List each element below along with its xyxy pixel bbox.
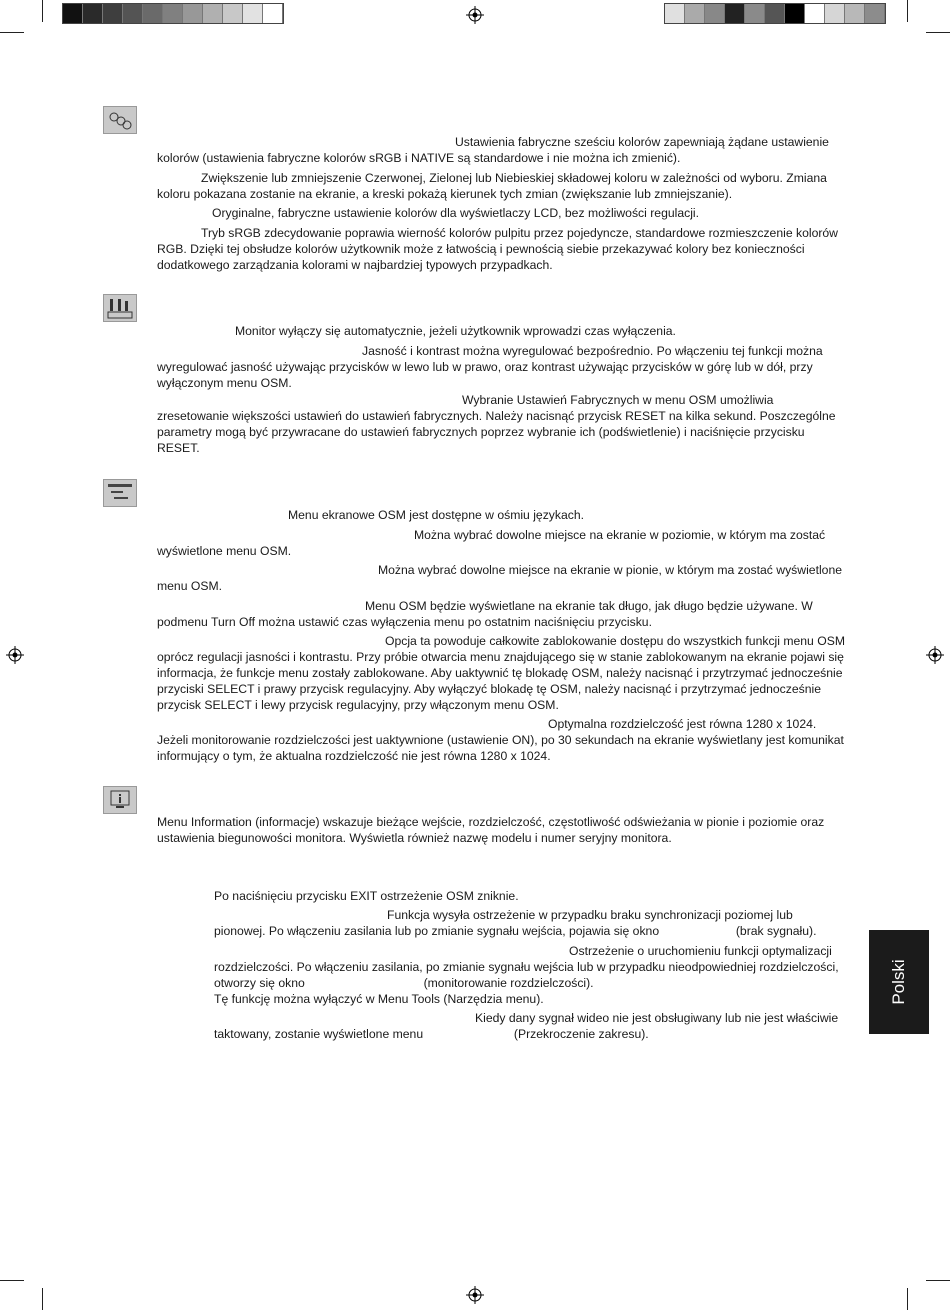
information-icon xyxy=(103,786,137,814)
color-srgb-text: Tryb sRGB zdecydowanie poprawia wierność kolorów pulpitu przez pojedyncze, standardowe rozmieszczenie kolorów RGB. Dzięki tej obsłudze kolorów użytkownik może z łatwością i pewnością siebie przekazywać kolory bez konieczności dodatkowego zarządzania kolorami w najbardziej typowych przypadkach. xyxy=(157,226,838,272)
color-controls-icon xyxy=(103,106,137,134)
color-swatch xyxy=(143,4,163,23)
registration-mark-icon xyxy=(6,646,24,664)
color-swatch xyxy=(63,4,83,23)
menu-language-text: Menu ekranowe OSM jest dostępne w ośmiu językach. xyxy=(288,508,585,522)
information-text: Menu Information (informacje) wskazuje bieżące wejście, rozdzielczość, częstotliwość odświeżania w pionie i poziomie oraz ustawienia biegunowości monitora. Wyświetla również nazwę modelu i numer seryjny monitora. xyxy=(157,815,825,845)
color-swatch xyxy=(123,4,143,23)
color-native-text: Oryginalne, fabryczne ustawienie kolorów dla wyświetlaczy LCD, bez możliwości regulacji. xyxy=(212,206,700,220)
color-swatch xyxy=(825,4,845,23)
crop-mark xyxy=(907,0,908,22)
color-swatch xyxy=(765,4,785,23)
color-calibration-bar-right xyxy=(664,3,886,24)
menu-lock-out-text: Opcja ta powoduje całkowite zablokowanie dostępu do wszystkich funkcji menu OSM oprócz regulacji jasności i kontrastu. Przy próbie otwarcia menu znajdującego się w stanie zablokowanym na ekranie pojawi się informacja, że funkcje menu zostały zablokowane. Aby uaktywnić tę blokadę OSM, należy nacisnąć i przytrzymać jednocześnie przyciski SELECT i prawy przycisk regulacyjny. Aby wyłączyć blokadę tę OSM, należy nacisnąć i przytrzymać jednocześnie przycisk SELECT i lewy przycisk regulacyjny, przy włączonym menu OSM. xyxy=(157,634,845,712)
warning-no-signal-desc: Funkcja wysyła ostrzeżenie w przypadku braku synchronizacji poziomej lub pionowej. Po włączeniu zasilania lub po zmianie sygnału wejścia, pojawia się okno xyxy=(214,908,793,938)
color-swatch xyxy=(103,4,123,23)
warning-resolution-note: Tę funkcję można wyłączyć w Menu Tools (Narzędzia menu). xyxy=(214,992,544,1006)
color-swatch xyxy=(183,4,203,23)
crop-mark xyxy=(42,1288,43,1310)
color-swatch xyxy=(745,4,765,23)
crop-mark xyxy=(42,0,43,22)
warning-resolution-desc: Ostrzeżenie o uruchomieniu funkcji optymalizacji rozdzielczości. Po włączeniu zasilania, po zmianie sygnału wejścia lub w przypadku nieodpowiedniej rozdzielczości, otworzy się okno xyxy=(214,944,839,990)
crop-mark xyxy=(907,1288,908,1310)
tools-icon xyxy=(103,294,137,322)
language-tab xyxy=(869,930,929,1034)
tools-off-timer-text: Monitor wyłączy się automatycznie, jeżeli użytkownik wprowadzi czas wyłączenia. xyxy=(235,324,676,338)
registration-mark-icon xyxy=(466,1286,484,1304)
tools-factory-preset-text: Wybranie Ustawień Fabrycznych w menu OSM umożliwia zresetowanie większości ustawień do ustawień fabrycznych. Należy nacisnąć przycisk RESET na kilka sekund. Poszczególne parametry mogą być przywracane do ustawień fabrycznych poprzez wybranie ich (podświetlenie) i naciśnięcie przycisku RESET. xyxy=(157,393,836,455)
registration-mark-icon xyxy=(926,646,944,664)
warning-out-of-range-text xyxy=(214,1010,846,1042)
warning-out-of-range-desc: Kiedy dany sygnał wideo nie jest obsługiwany lub nie jest właściwie taktowany, zostanie wyświetlone menu xyxy=(214,1011,839,1041)
menu-resolution-notifier-text: Optymalna rozdzielczość jest równa 1280 x 1024. Jeżeli monitorowanie rozdzielczości jest uaktywnione (ustawienie ON), po 30 sekundach na ekranie wyświetlany jest komunikat informujący o tym, że aktualna rozdzielczość nie jest równa 1280 x 1024. xyxy=(157,717,844,763)
crop-mark xyxy=(926,1280,950,1281)
menu-h-position-text: Można wybrać dowolne miejsce na ekranie w poziomie, w którym ma zostać wyświetlone menu OSM. xyxy=(157,528,826,558)
color-swatch xyxy=(785,4,805,23)
color-swatch xyxy=(865,4,885,23)
language-tab-label: Polski xyxy=(889,959,908,1005)
color-swatch xyxy=(845,4,865,23)
color-swatch xyxy=(725,4,745,23)
color-preset-text: Ustawienia fabryczne sześciu kolorów zapewniają żądane ustawienie kolorów (ustawienia fabryczne kolorów sRGB i NATIVE są standardowe i nie można ich zmienić). xyxy=(157,135,829,165)
color-swatch xyxy=(223,4,243,23)
warning-resolution-notifier-text xyxy=(214,943,846,1007)
warning-no-signal-text xyxy=(214,907,846,939)
color-swatch xyxy=(243,4,263,23)
color-adjust-text: Zwiększenie lub zmniejszenie Czerwonej, Zielonej lub Niebieskiej składowej koloru w zależności od wyboru. Zmiana koloru pokazana zostanie na ekranie, a kreski pokażą kierunek tych zmian (zwiększanie lub zmniejszanie). xyxy=(157,171,827,201)
crop-mark xyxy=(926,32,950,33)
color-swatch xyxy=(665,4,685,23)
menu-v-position-text: Można wybrać dowolne miejsce na ekranie w pionie, w którym ma zostać wyświetlone menu OSM. xyxy=(157,563,842,593)
warning-resolution-suffix: (monitorowanie rozdzielczości). xyxy=(423,976,594,990)
warning-exit-text: Po naciśnięciu przycisku EXIT ostrzeżenie OSM zniknie. xyxy=(214,889,519,903)
crop-mark xyxy=(0,32,24,33)
menu-turn-off-text: Menu OSM będzie wyświetlane na ekranie tak długo, jak długo będzie używane. W podmenu Turn Off można ustawić czas wyłączenia menu po ostatnim naciśnięciu przycisku. xyxy=(157,599,813,629)
color-swatch xyxy=(263,4,283,23)
warning-out-of-range-suffix: (Przekroczenie zakresu). xyxy=(513,1027,649,1041)
registration-mark-icon xyxy=(466,6,484,24)
color-swatch xyxy=(203,4,223,23)
tools-hot-key-text: Jasność i kontrast można wyregulować bezpośrednio. Po włączeniu tej funkcji można wyregulować jasność używając przycisków w lewo lub w prawo, oraz kontrast używając przycisków w górę lub w dół, przy wyłączonym menu OSM. xyxy=(157,344,823,390)
color-swatch xyxy=(83,4,103,23)
color-swatch xyxy=(685,4,705,23)
menu-tools-icon xyxy=(103,479,137,507)
crop-mark xyxy=(0,1280,24,1281)
color-calibration-bar-left xyxy=(62,3,284,24)
color-swatch xyxy=(805,4,825,23)
color-swatch xyxy=(163,4,183,23)
warning-no-signal-suffix: (brak sygnału). xyxy=(735,924,817,938)
color-swatch xyxy=(705,4,725,23)
